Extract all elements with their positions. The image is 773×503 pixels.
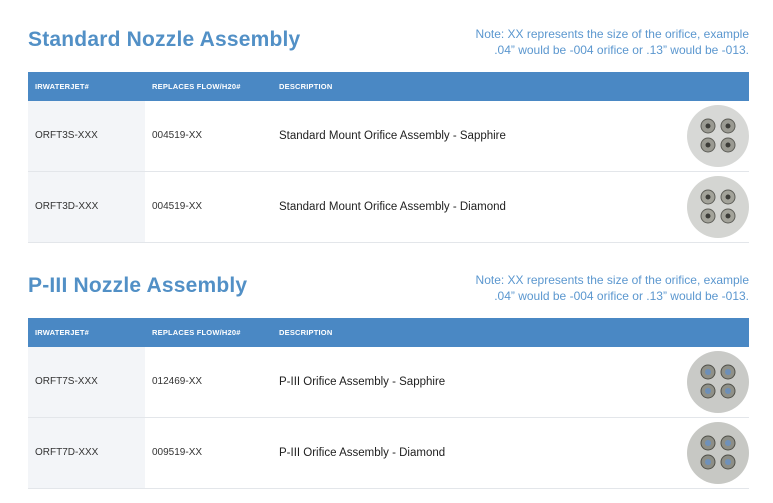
parts-table (28, 318, 749, 489)
table-header (28, 72, 749, 101)
section-header (28, 268, 749, 318)
orifice-assembly-photo (687, 351, 749, 413)
header-description: DESCRIPTION (279, 82, 333, 91)
header-description: DESCRIPTION (279, 328, 333, 337)
part-id: ORFT3S-XXX (35, 130, 98, 141)
p3-nozzle-section (28, 268, 749, 489)
replaces-part: 004519-XX (152, 201, 203, 212)
note-line-1: Note: XX represents the size of the orifice, example (475, 273, 749, 287)
orifice-assembly-photo (687, 105, 749, 167)
header-irwaterjet: IRWATERJET# (35, 82, 90, 91)
part-description: Standard Mount Orifice Assembly - Diamond (279, 201, 506, 213)
header-irwaterjet: IRWATERJET# (35, 328, 90, 337)
replaces-part: 012469-XX (152, 376, 203, 387)
table-header (28, 318, 749, 347)
table-row (28, 101, 749, 172)
note-line-2: .04” would be -004 orifice or .13” would be -013. (494, 43, 749, 57)
table-row (28, 347, 749, 418)
replaces-part: 004519-XX (152, 130, 203, 141)
part-id: ORFT7D-XXX (35, 447, 99, 458)
standard-nozzle-section (28, 22, 749, 243)
part-description: P-III Orifice Assembly - Sapphire (279, 376, 446, 388)
orifice-size-note (429, 26, 749, 58)
section-header (28, 22, 749, 72)
orifice-size-note (429, 272, 749, 304)
part-description: P-III Orifice Assembly - Diamond (279, 447, 446, 459)
table-row (28, 172, 749, 243)
note-line-2: .04” would be -004 orifice or .13” would be -013. (494, 289, 749, 303)
part-id: ORFT7S-XXX (35, 376, 98, 387)
orifice-assembly-photo (687, 176, 749, 238)
parts-table (28, 72, 749, 243)
section-title: P-III Nozzle Assembly (28, 274, 248, 297)
section-title: Standard Nozzle Assembly (28, 28, 301, 51)
replaces-part: 009519-XX (152, 447, 203, 458)
part-id: ORFT3D-XXX (35, 201, 99, 212)
note-line-1: Note: XX represents the size of the orifice, example (475, 27, 749, 41)
header-replaces: REPLACES FLOW/H20# (152, 82, 241, 91)
header-replaces: REPLACES FLOW/H20# (152, 328, 241, 337)
part-description: Standard Mount Orifice Assembly - Sapphire (279, 130, 506, 142)
orifice-assembly-photo (687, 422, 749, 484)
table-row (28, 418, 749, 489)
